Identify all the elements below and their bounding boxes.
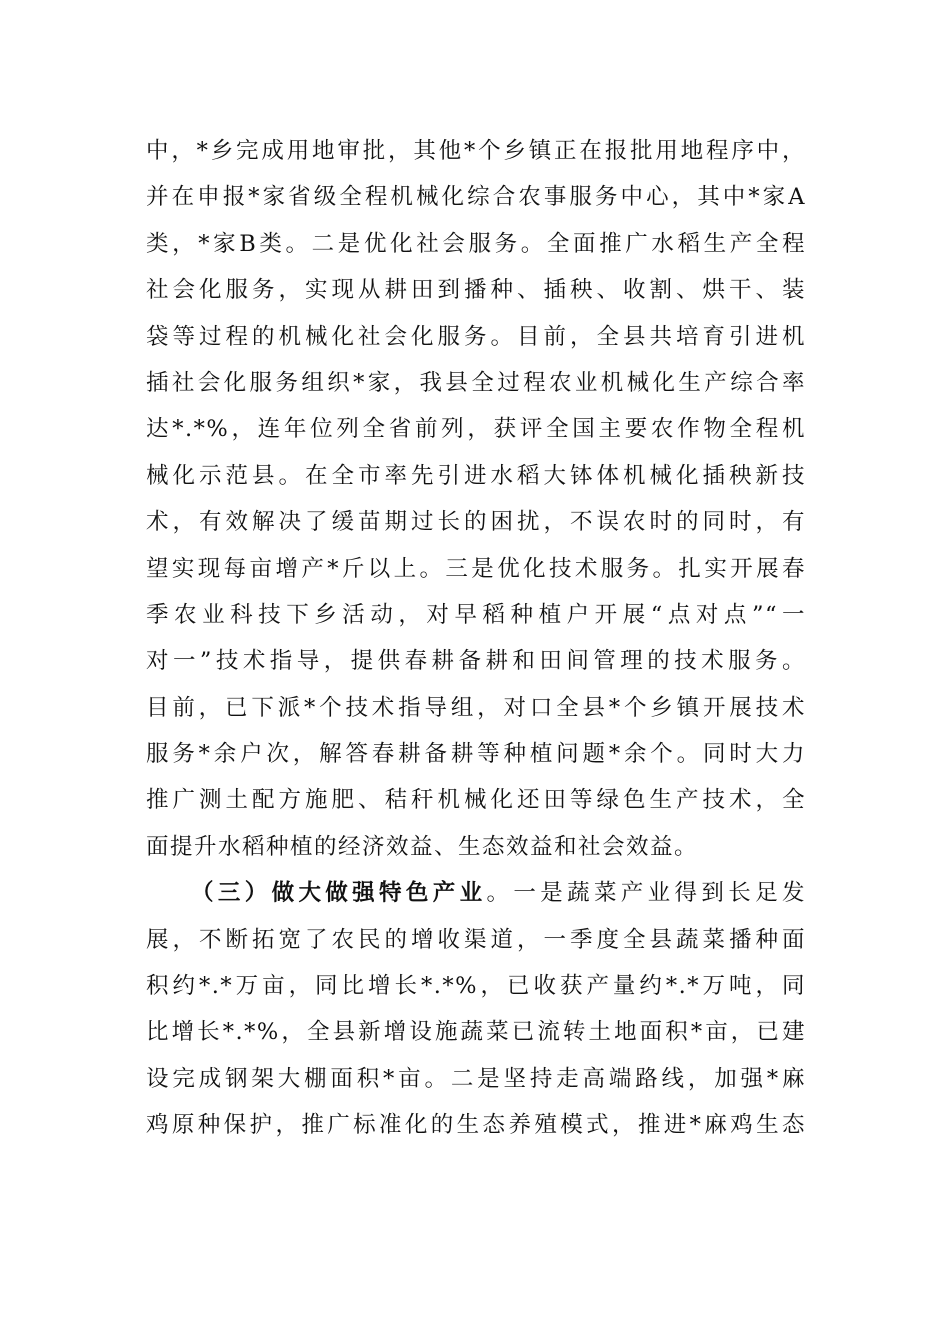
- text-line: 服务*余户次，解答春耕备耕等种植问题*余个。同时大力: [146, 741, 806, 768]
- body-text: [146, 128, 806, 1149]
- text-line: 对一”技术指导，提供春耕备耕和田间管理的技术服务。: [146, 648, 806, 675]
- text-line: 并在申报*家省级全程机械化综合农事服务中心，其中*家A: [146, 184, 806, 211]
- text-line: 比增长*.*%，全县新增设施蔬菜已流转土地面积*亩，已建: [146, 1019, 806, 1046]
- text-line: 面提升水稻种植的经济效益、生态效益和社会效益。: [146, 833, 699, 860]
- text-line: 插社会化服务组织*家，我县全过程农业机械化生产综合率: [146, 369, 806, 396]
- section-first-line: [146, 870, 806, 916]
- section-first-line-rest: 。一是蔬菜产业得到长足发: [486, 880, 806, 907]
- text-line: 类，*家B类。二是优化社会服务。全面推广水稻生产全程: [146, 230, 806, 257]
- section-heading: （三）做大做强特色产业: [191, 880, 487, 907]
- text-line: 目前，已下派*个技术指导组，对口全县*个乡镇开展技术: [146, 694, 806, 721]
- text-line: 季农业科技下乡活动，对早稻种植户开展“点对点”“一: [146, 601, 806, 628]
- text-line: 展，不断拓宽了农民的增收渠道，一季度全县蔬菜播种面: [146, 926, 806, 953]
- text-line: 鸡原种保护，推广标准化的生态养殖模式，推进*麻鸡生态: [146, 1112, 806, 1139]
- text-line: 术，有效解决了缓苗期过长的困扰，不误农时的同时，有: [146, 509, 806, 536]
- text-line: 望实现每亩增产*斤以上。三是优化技术服务。扎实开展春: [146, 555, 806, 582]
- text-line: 积约*.*万亩，同比增长*.*%，已收获产量约*.*万吨，同: [146, 973, 806, 1000]
- text-line: 袋等过程的机械化社会化服务。目前，全县共培育引进机: [146, 323, 806, 350]
- text-line: 设完成钢架大棚面积*亩。二是坚持走高端路线，加强*麻: [146, 1065, 806, 1092]
- text-line: 社会化服务，实现从耕田到播种、插秧、收割、烘干、装: [146, 277, 806, 304]
- text-line: 推广测土配方施肥、秸秆机械化还田等绿色生产技术，全: [146, 787, 806, 814]
- text-line: 中，*乡完成用地审批，其他*个乡镇正在报批用地程序中，: [146, 138, 806, 164]
- text-line: 达*.*%，连年位列全省前列，获评全国主要农作物全程机: [146, 416, 806, 443]
- text-line: 械化示范县。在全市率先引进水稻大钵体机械化插秧新技: [146, 462, 806, 489]
